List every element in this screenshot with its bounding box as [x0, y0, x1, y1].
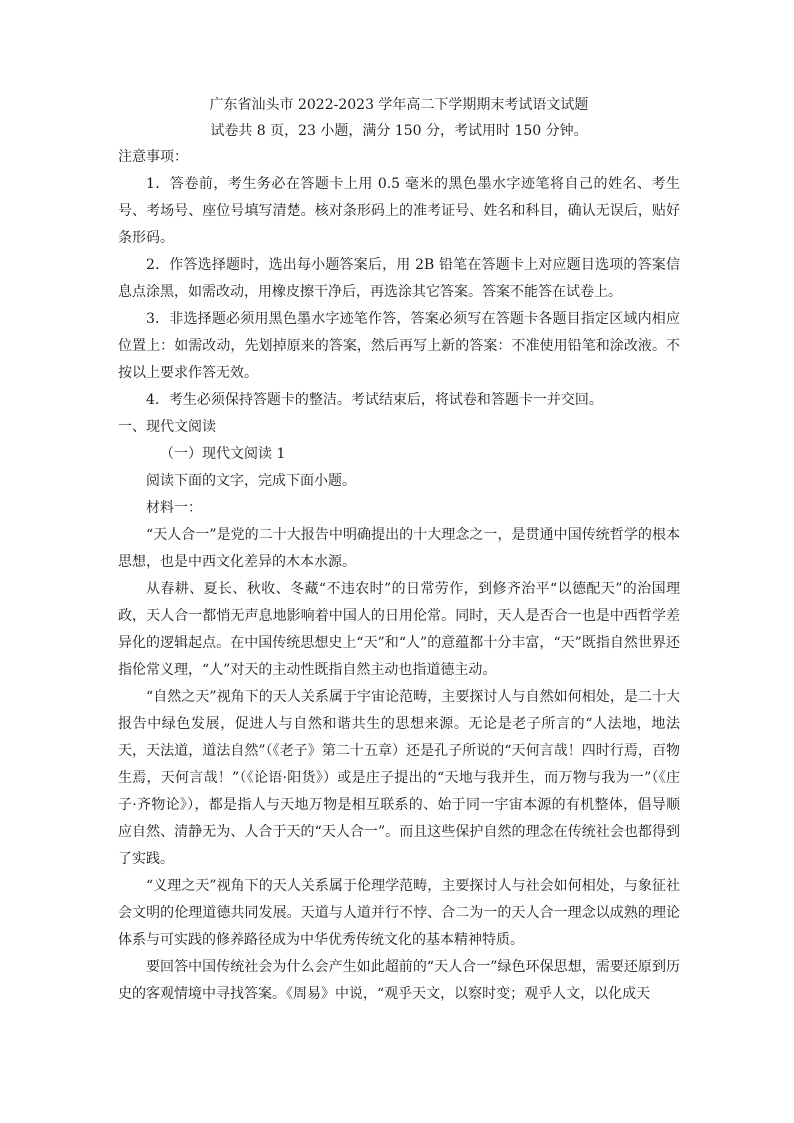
document-title: 广东省汕头市 2022-2023 学年高二下学期期末考试语文试题: [209, 97, 589, 113]
material-paragraph-3: “自然之天”视角下的天人关系属于宇宙论范畴，主要探讨人与自然如何相处，是二十大报告中绿色发展，促进人与自然和谐共生的思想来源。无论是老子所言的“人法地，地法天，天法道，道法自然”（《老子》第二十五章）还是孔子所说的“天何言哉！四时行焉，百物生焉，天何言哉！”（《论语·阳货》）或是庄子提出的“天地与我并生，而万物与我为一”（《庄子·齐物论》），都是指人与天地万物是相互联系的、始于同一宇宙本源的有机整体，倡导顺应自然、清静无为、人合于天的“天人合一”。而且这些保护自然的理念在传统社会也都得到了实践。: [118, 689, 680, 867]
material-paragraph-2: 从春耕、夏长、秋收、冬藏“不违农时”的日常劳作，到修齐治平“以德配天”的治国理政，天人合一都悄无声息地影响着中国人的日用伦常。同时，天人是否合一也是中西哲学差异化的逻辑起点。在中国传统思想史上“天”和“人”的意蕴都十分丰富，“天”既指自然世界还指伦常义理，“人”对天的主动性既指自然主动也指道德主动。: [118, 581, 680, 678]
material-paragraph-4: “义理之天”视角下的天人关系属于伦理学范畴，主要探讨人与社会如何相处，与象征社会文明的伦理道德共同发展。天道与人道并行不悖、合二为一的天人合一理念以成熟的理论体系与可实践的修养路径成为中华优秀传统文化的基本精神特质。: [118, 878, 680, 948]
document-subtitle: 试卷共 8 页，23 小题，满分 150 分，考试用时 150 分钟。: [210, 123, 588, 139]
note-item-2: 2．作答选择题时，选出每小题答案后，用 2B 铅笔在答题卡上对应题目选项的答案信息点涂黑，如需改动，用橡皮擦干净后，再选涂其它答案。答案不能答在试卷上。: [118, 257, 680, 300]
note-item-1: 1．答卷前，考生务必在答题卡上用 0.5 毫米的黑色墨水字迹笔将自己的姓名、考生号、考场号、座位号填写清楚。核对条形码上的准考证号、姓名和科目，确认无误后，贴好条形码。: [118, 176, 680, 246]
notes-heading: 注意事项：: [118, 149, 188, 165]
material-paragraph-5: 要回答中国传统社会为什么会产生如此超前的“天人合一”绿色环保思想，需要还原到历史的客观情境中寻找答案。《周易》中说，“观乎天文，以察时变；观乎人文，以化成天: [118, 959, 680, 1002]
document-page: [118, 92, 680, 1008]
material-label: 材料一：: [146, 500, 202, 516]
material-paragraph-1: “天人合一”是党的二十大报告中明确提出的十大理念之一，是贯通中国传统哲学的根本思想，也是中西文化差异的木本水源。: [118, 527, 680, 570]
note-item-3: 3．非选择题必须用黑色墨水字迹笔作答，答案必须写在答题卡各题目指定区域内相应位置上：如需改动，先划掉原来的答案，然后再写上新的答案：不准使用铅笔和涂改液。不按以上要求作答无效。: [118, 311, 680, 381]
note-item-4: 4．考生必须保持答题卡的整洁。考试结束后，将试卷和答题卡一并交回。: [146, 392, 603, 408]
section-heading: 一、现代文阅读: [118, 419, 216, 435]
reading-instruction: 阅读下面的文字，完成下面小题。: [146, 473, 356, 489]
section-subheading: （一）现代文阅读 1: [160, 446, 286, 462]
